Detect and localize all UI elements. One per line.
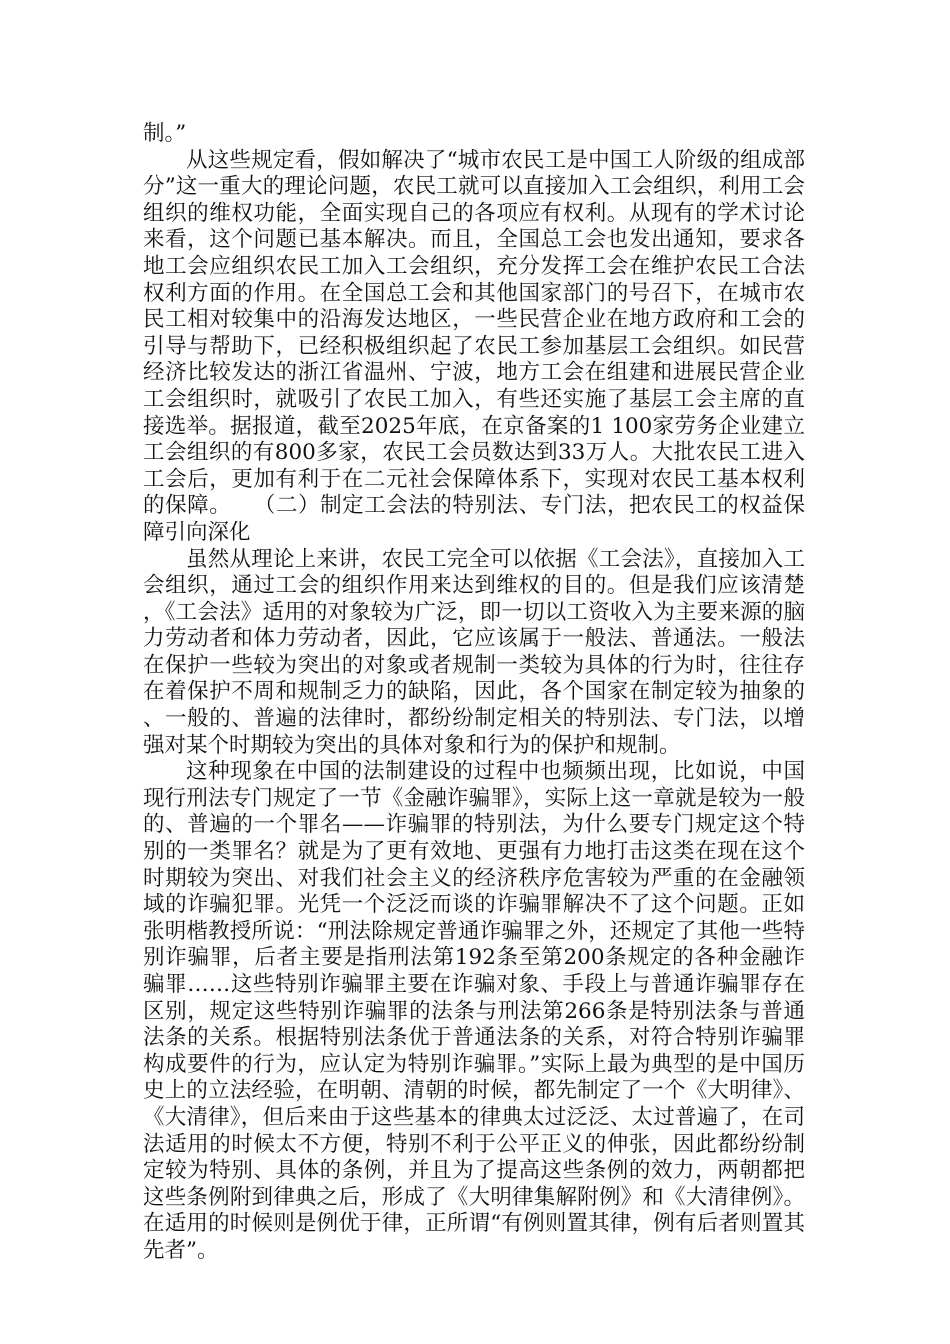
paragraph-1: 制。” xyxy=(143,121,187,146)
paragraph-3: 虽然从理论上来讲，农民工完全可以依据《工会法》，直接加入工会组织，通过工会的组织作用来达到维权的目的。但是我们应该清楚，《工会法》适用的对象较为广泛，即一切以工资收入为主要来源的脑力劳动者和体力劳动者，因此，它应该属于一般法、普通法。一般法在保护一些较为突出的对象或者规制一类较为具体的行为时，往往存在着保护不周和规制乏力的缺陷，因此，各个国家在制定较为抽象的、一般的、普遍的法律时，都纷纷制定相关的特别法、专门法，以增强对某个时期较为突出的具体对象和行为的保护和规制。 xyxy=(143,546,805,758)
paragraph-2: 从这些规定看，假如解决了“城市农民工是中国工人阶级的组成部分”这一重大的理论问题，农民工就可以直接加入工会组织，利用工会组织的维权功能，全面实现自己的各项应有权利。从现有的学术讨论来看，这个问题已基本解决。而且，全国总工会也发出通知，要求各地工会应组织农民工加入工会组织，充分发挥工会在维护农民工合法权利方面的作用。在全国总工会和其他国家部门的号召下，在城市农民工相对较集中的沿海发达地区，一些民营企业在地方政府和工会的引导与帮助下，已经积极组织起了农民工参加基层工会组织。如民营经济比较发达的浙江省温州、宁波，地方工会在组建和进展民营企业工会组织时，就吸引了农民工加入，有些还实施了基层工会主席的直接选举。据报道，截至2025年底，在京备案的1 100家劳务企业建立工会组织的有800多家，农民工会员数达到33万人。大批农民工进入工会后，更加有利于在二元社会保障体系下，实现对农民工基本权利的保障。 （二）制定工会法的特别法、专门法，把农民工的权益保障引向深化 xyxy=(143,147,805,545)
paragraph-4: 这种现象在中国的法制建设的过程中也频频出现，比如说，中国现行刑法专门规定了一节《金融诈骗罪》，实际上这一章就是较为一般的、普遍的一个罪名——诈骗罪的特别法，为什么要专门规定这个特别的一类罪名？就是为了更有效地、更强有力地打击这类在现在这个时期较为突出、对我们社会主义的经济秩序危害较为严重的在金融领域的诈骗犯罪。光凭一个泛泛而谈的诈骗罪解决不了这个问题。正如张明楷教授所说：“刑法除规定普通诈骗罪之外，还规定了其他一些特别诈骗罪，后者主要是指刑法第192条至第200条规定的各种金融诈骗罪……这些特别诈骗罪主要在诈骗对象、手段上与普通诈骗罪存在区别，规定这些特别诈骗罪的法条与刑法第266条是特别法条与普通法条的关系。根据特别法条优于普通法条的关系，对符合特别诈骗罪构成要件的行为，应认定为特别诈骗罪。”实际上最为典型的是中国历史上的立法经验，在明朝、清朝的时候，都先制定了一个《大明律》、《大清律》，但后来由于这些基本的律典太过泛泛、太过普遍了，在司法适用的时候太不方便，特别不利于公平正义的伸张，因此都纷纷制定较为特别、具体的条例，并且为了提高这些条例的效力，两朝都把这些条例附到律典之后，形成了《大明律集解附例》和《大清律例》。在适用的时候则是例优于律，正所谓“有例则置其律，例有后者则置其先者”。 xyxy=(143,759,805,1263)
document-body xyxy=(143,121,805,1265)
